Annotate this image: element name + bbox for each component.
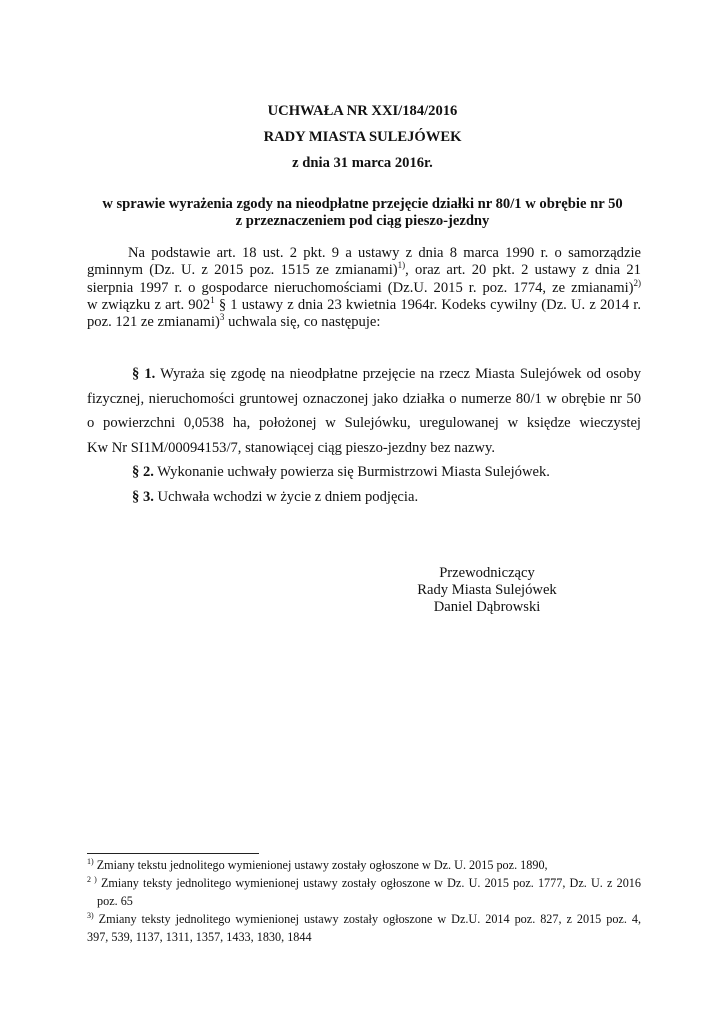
preamble-line-3: sierpnia 1997 r. o gospodarce nieruchomościami (Dz.U. 2015 r. poz. 1774, ze zmianami)$^{2)}$ <box>87 278 641 296</box>
section-1-line-1: § 1. Wyraża się zgodę na nieodpłatne przejęcie na rzecz Miasta Sulejówek od osoby <box>132 366 642 382</box>
footnote-2-cont: poz. 65 <box>97 894 133 908</box>
signature-title: Przewodniczący <box>439 565 535 581</box>
section-3-mark: § 3. <box>132 489 154 505</box>
section-1-line-2: fizycznej, nieruchomości gruntowej oznaczonej jako działka o numerze 80/1 w obrębie nr 50 <box>87 391 641 407</box>
footnote-1: $^{1)}$ Zmiany tekstu jednolitego wymienionej ustawy zostały ogłoszone w Dz. U. 2015 poz. 1890, <box>87 857 548 872</box>
section-1-mark: § 1. <box>132 366 156 382</box>
preamble-line-1: Na podstawie art. 18 ust. 2 pkt. 9 a ustawy z dnia 8 marca 1990 r. o samorządzie <box>128 245 641 261</box>
subject-line-1: w sprawie wyrażenia zgody na nieodpłatne przejęcie działki nr 80/1 w obrębie nr 50 <box>102 196 623 212</box>
section-3: § 3. Uchwała wchodzi w życie z dniem podjęcia. <box>132 489 419 505</box>
signature-council: Rady Miasta Sulejówek <box>417 582 557 598</box>
footnote-separator <box>87 853 259 854</box>
council-name: RADY MIASTA SULEJÓWEK <box>263 129 462 145</box>
section-1-line-3: o powierzchni 0,0538 ha, położonej w Sulejówku, uregulowanej w księdze wieczystej <box>87 415 641 431</box>
section-1-line-4: Kw Nr SI1M/00094153/7, stanowiącej ciąg pieszo-jezdny bez nazwy. <box>87 440 495 456</box>
section-2-mark: § 2. <box>132 464 154 480</box>
signature-name: Daniel Dąbrowski <box>433 599 541 615</box>
footnote-2: $^{2 )}$ Zmiany teksty jednolitego wymienionej ustawy zostały ogłoszone w Dz. U. 2015 poz. 1777, Dz. U. z 2016 <box>87 875 641 890</box>
preamble-line-5: poz. 121 ze zmianami)$^3$ uchwala się, co następuje: <box>87 312 381 330</box>
preamble-line-2: gminnym (Dz. U. z 2015 poz. 1515 ze zmianami)$^{1)}$, oraz art. 20 pkt. 2 ustawy z dnia 21 <box>87 260 641 278</box>
resolution-number: UCHWAŁA NR XXI/184/2016 <box>267 103 458 119</box>
preamble-line-4: w związku z art. $902^1$ § 1 ustawy z dnia 23 kwietnia 1964r. Kodeks cywilny (Dz. U. z 2014 r. <box>87 295 642 313</box>
subject-line-2: z przeznaczeniem pod ciąg pieszo-jezdny <box>235 213 490 229</box>
footnote-3-cont: 397, 539, 1137, 1311, 1357, 1433, 1830, 1844 <box>87 930 312 944</box>
resolution-date: z dnia 31 marca 2016r. <box>292 155 433 171</box>
section-2: § 2. Wykonanie uchwały powierza się Burmistrzowi Miasta Sulejówek. <box>132 464 550 480</box>
footnote-3: $^{3)}$ Zmiany teksty jednolitego wymienionej ustawy zostały ogłoszone w Dz.U. 2014 poz. 827, z 2015 poz. 4, <box>87 911 641 926</box>
